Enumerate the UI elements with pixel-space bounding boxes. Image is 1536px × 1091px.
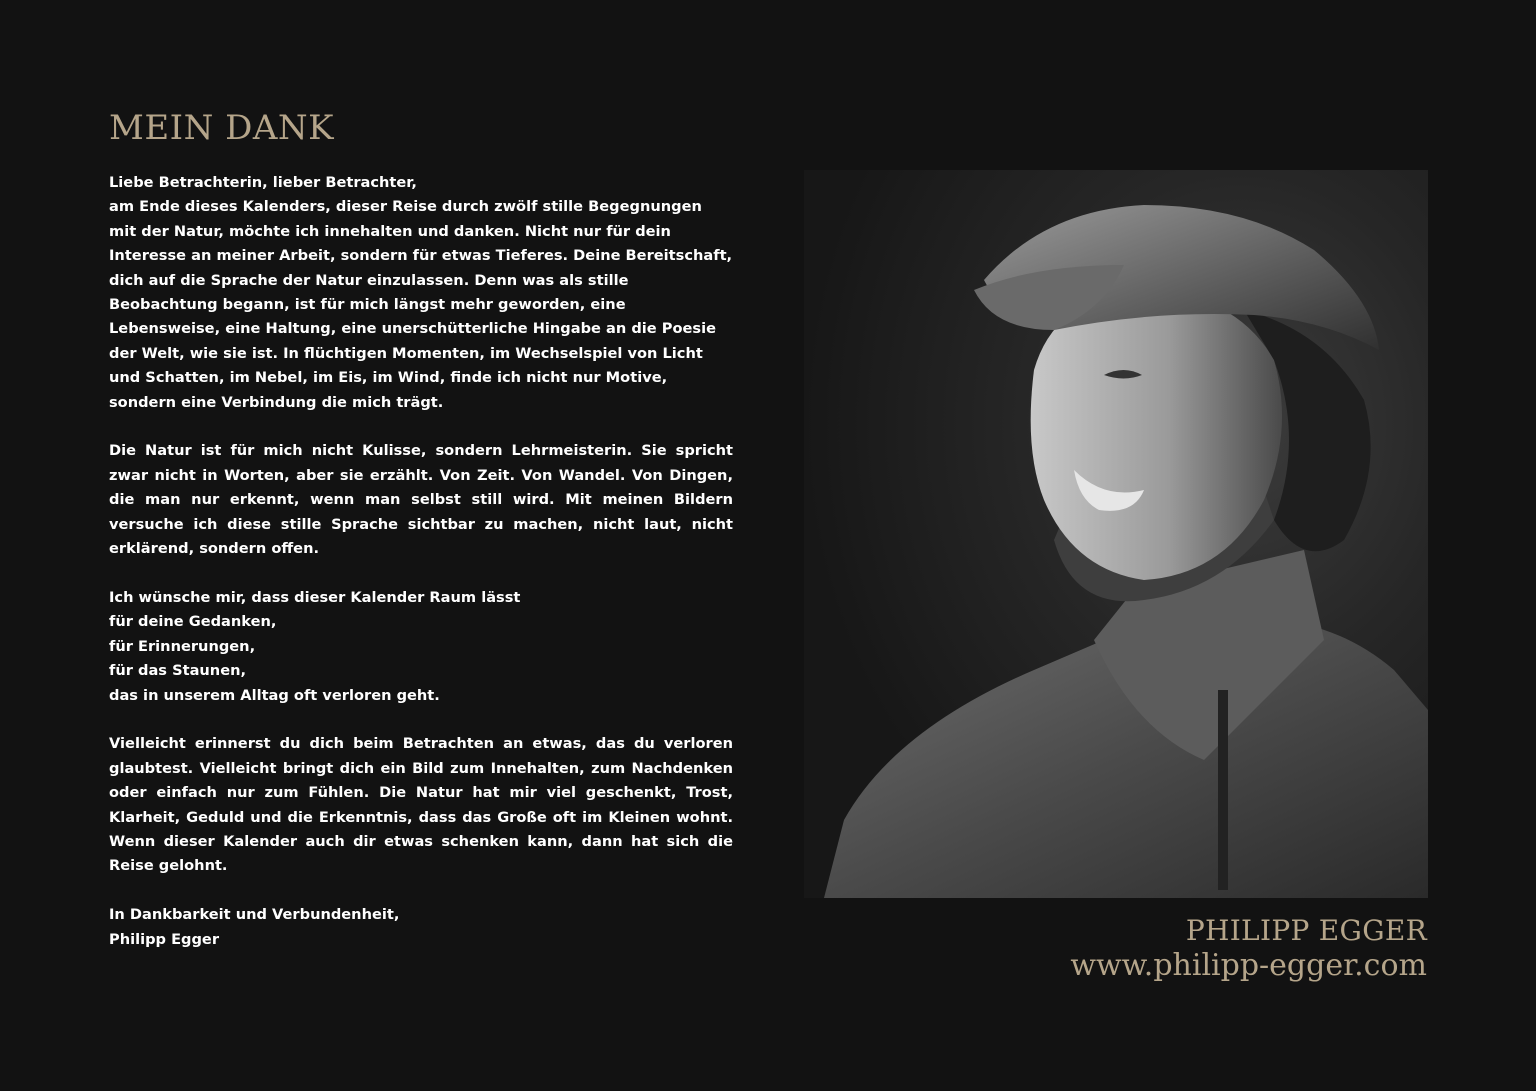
letter-text [109,171,733,976]
zipper-shape [1218,690,1228,890]
paragraph-3-line: für Erinnerungen, [109,637,256,655]
letter-paragraph-3 [109,586,733,708]
photographer-name: PHILIPP EGGER [1185,914,1427,947]
paragraph-3-line: für das Staunen, [109,662,247,680]
letter-paragraph-1 [109,171,733,415]
letter-paragraph-2: Die Natur ist für mich nicht Kulisse, sondern Lehrmeisterin. Sie spricht zwar nicht in Worten, aber sie erzählt. Von Zeit. Von Wandel. Von Dingen, die man nur erkennt, wenn man selbst still wird. Mit meinen Bildern versuche ich diese stille Sprache sichtbar zu machen, nicht laut, nicht erklärend, sondern offen. [109,442,733,558]
paragraph-3-line: Ich wünsche mir, dass dieser Kalender Raum lässt [109,588,521,606]
portrait-illustration [804,170,1428,898]
paragraph-3-line: für deine Gedanken, [109,613,277,631]
paragraph-3-line: das in unserem Alltag oft verloren geht. [109,686,440,704]
letter-closing [109,903,733,952]
website-link[interactable]: www.philipp-egger.com [1070,948,1427,983]
greeting: Liebe Betrachterin, lieber Betrachter, [109,174,417,191]
paragraph-1-text: am Ende dieses Kalenders, dieser Reise durch zwölf stille Begegnungen mit der Natur, möchte ich innehalten und danken. Nicht nur für dein Interesse an meiner Arbeit, sondern für etwas Tieferes. Deine Bereitschaft, dich auf die Sprache der Natur einzulassen. Denn was als stille Beobachtung begann, ist für mich längst mehr geworden, eine Lebensweise, eine Haltung, eine unerschütterliche Hingabe an die Poesie der Welt, wie sie ist. In flüchtigen Momenten, im Wechselspiel von Licht und Schatten, im Nebel, im Eis, im Wind, finde ich nicht nur Motive, sondern eine Verbindung die mich trägt. [109,198,733,411]
portrait-photo [804,170,1428,898]
signature: Philipp Egger [109,930,220,948]
letter-paragraph-4: Vielleicht erinnerst du dich beim Betrachten an etwas, das du verloren glaubtest. Vielleicht bringt dich ein Bild zum Innehalten, zum Nachdenken oder einfach nur zum Fühlen. Die Natur hat mir viel geschenkt, Trost, Klarheit, Geduld und die Erkenntnis, dass das Große oft im Kleinen wohnt. Wenn dieser Kalender auch dir etwas schenken kann, dann hat sich die Reise gelohnt. [109,735,733,875]
closing-line: In Dankbarkeit und Verbundenheit, [109,906,400,924]
page-title: MEIN DANK [109,108,335,148]
